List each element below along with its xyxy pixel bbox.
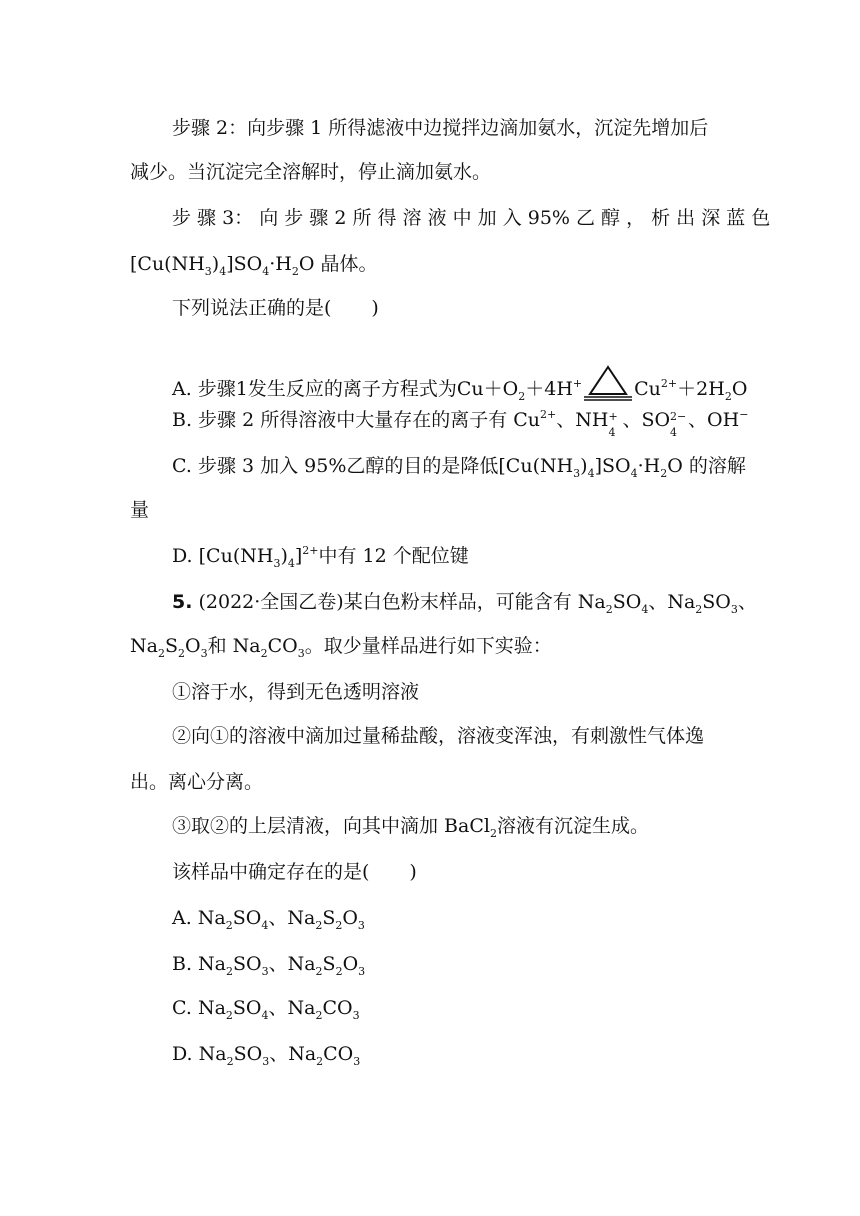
step2-line1: 步骤 2：向步骤 1 所得滤液中边搅拌边滴加氨水，沉淀先增加后 [172,117,709,139]
q5-option-d: D. $Na_2SO_3$、$Na_2CO_3$ [172,1043,361,1068]
q5-option-c: C. $Na_2SO_4$、$Na_2CO_3$ [172,997,360,1022]
step2-line2: 减少。当沉淀完全溶解时，停止滴加氨水。 [130,161,492,183]
q5-experiment-2: ②向①的溶液中滴加过量稀盐酸，溶液变浑浊，有刺激性气体逸 [172,725,705,747]
q4-option-c: C. 步骤 3 加入 95%乙醇的目的是降低$[Cu(NH_3)_4]SO_4\cdot H_2O$ 的溶解 [172,455,746,480]
step3-line2: $[Cu(NH_3)_4]SO_4\cdot H_2O$ 晶体。 [130,253,378,278]
q4-option-a: A. 步骤1发生反应的离子方程式为$Cu+O_2+4H^+$ $Cu^{2+}+2H_2O$ [172,366,772,404]
q5-line2: $Na_2S_2O_3$和 $Na_2CO_3$。取少量样品进行如下实验： [130,635,552,660]
step3-line1: 步 骤 3： 向 步 骤 2 所 得 溶 液 中 加 入 95% 乙 醇 ， 析 出 深 蓝 色 [172,207,771,229]
q5-stem: 该样品中确定存在的是( ) [172,861,417,883]
q4-option-c-line2: 量 [130,499,150,521]
q5-option-b: B. $Na_2SO_3$、$Na_2S_2O_3$ [172,953,366,978]
q5-experiment-3: ③取②的上层清液，向其中滴加 BaCl$_2$溶液有沉淀生成。 [172,815,649,840]
q4-option-b: B. 步骤 2 所得溶液中大量存在的离子有 $Cu^{2+}$、NH + 4 、SO 2− 4 、OH− [172,408,749,439]
q4-stem: 下列说法正确的是( ) [172,297,379,319]
q5-experiment-2-line2: 出。离心分离。 [130,771,264,793]
q4-option-d: D. $[Cu(NH_3)_4]^{2+}$中有 12 个配位键 [172,544,469,570]
q5-line1: 5. (2022·全国乙卷)某白色粉末样品，可能含有 $Na_2SO_4$、$Na_2SO_3$、 [172,591,757,616]
heat-triangle-icon [582,364,634,402]
q5-option-a: A. $Na_2SO_4$、$Na_2S_2O_3$ [172,907,365,932]
q5-experiment-1: ①溶于水，得到无色透明溶液 [172,681,420,703]
